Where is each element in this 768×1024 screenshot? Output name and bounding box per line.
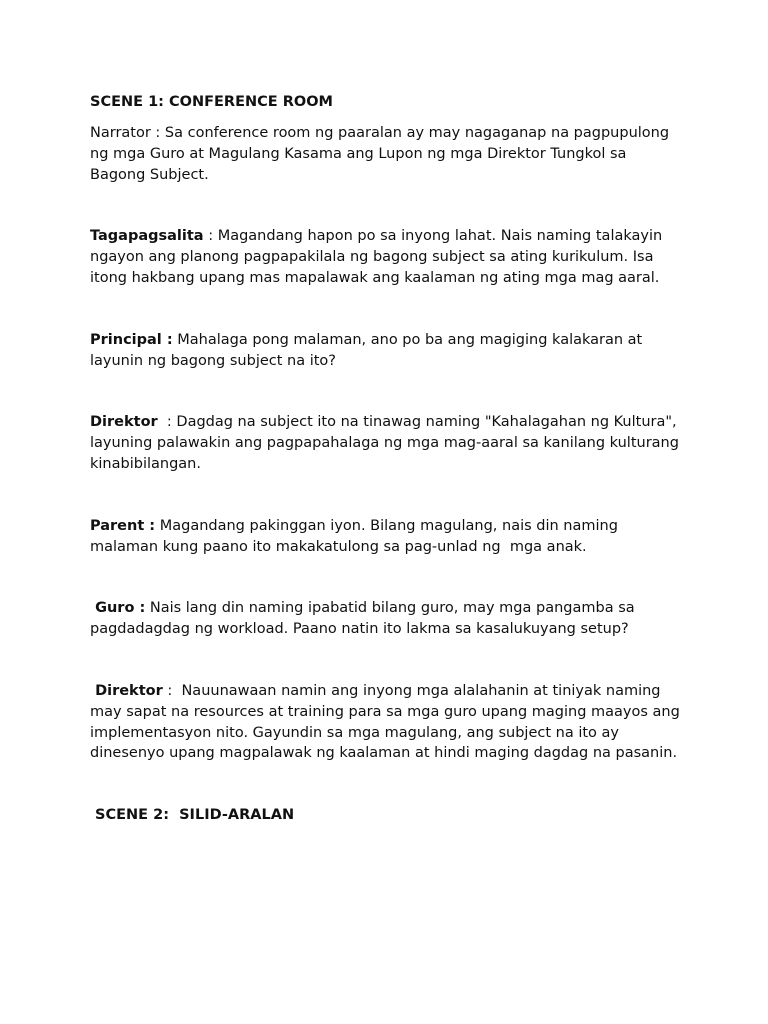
dialogue-text: Mahalaga pong malaman, ano po ba ang magiging kalakaran at layunin ng bagong subject na ito?	[90, 331, 647, 369]
dialogue-line-direktor	[90, 412, 684, 474]
dialogue-text: Nais lang din naming ipabatid bilang guro, may mga pangamba sa pagdadagdag ng workload. Paano natin ito lakma sa kasalukuyang setup?	[90, 600, 640, 638]
dialogue-text: : Nauunawaan namin ang inyong mga alalahanin at tiniyak naming may sapat na resources at training para sa mga guro upang maging maayos ang implementasyon nito. Gayundin sa mga magulang, ang subject na ito ay dinesenyo upang magpalawak ng kaalaman at hindi maging dagdag na pasanin.	[90, 682, 685, 762]
dialogue-line-direktor-2	[90, 681, 685, 764]
speaker-name: Direktor	[90, 414, 158, 431]
speaker-name: Parent :	[90, 517, 156, 534]
dialogue-line-parent	[90, 516, 680, 558]
dialogue-line-tagapagsalita	[90, 226, 680, 288]
dialogue-text: Magandang pakinggan iyon. Bilang magulang, nais din naming malaman kung paano ito makakatulong sa pag-unlad ng mga anak.	[90, 517, 623, 555]
speaker-name: Tagapagsalita	[90, 228, 204, 245]
dialogue-text: : Magandang hapon po sa inyong lahat. Nais naming talakayin ngayon ang planong pagpapakilala ng bagong subject sa ating kurikulum. Isa itong hakbang upang mas mapalawak ang kaalaman ng ating mga mag aaral.	[90, 228, 667, 286]
script-content	[90, 92, 685, 836]
scene-1-heading: SCENE 1: CONFERENCE ROOM	[90, 94, 333, 110]
speaker-name: Guro :	[90, 600, 146, 617]
speaker-name: Principal :	[90, 331, 173, 348]
scene-2-heading: SCENE 2: SILID-ARALAN	[90, 807, 295, 824]
dialogue-text: : Dagdag na subject ito na tinawag naming "Kahalagahan ng Kultura", layuning palawakin ang pagpapahalaga ng mga mag-aaral sa kanilang kulturang kinabibilangan.	[90, 414, 684, 472]
dialogue-line-principal	[90, 330, 680, 372]
dialogue-line-guro	[90, 598, 680, 640]
speaker-name: Direktor	[90, 682, 163, 699]
narrator-paragraph: Narrator : Sa conference room ng paaralan ay may nagaganap na pagpupulong ng mga Guro at Magulang Kasama ang Lupon ng mga Direktor Tungkol sa Bagong Subject.	[90, 125, 674, 183]
